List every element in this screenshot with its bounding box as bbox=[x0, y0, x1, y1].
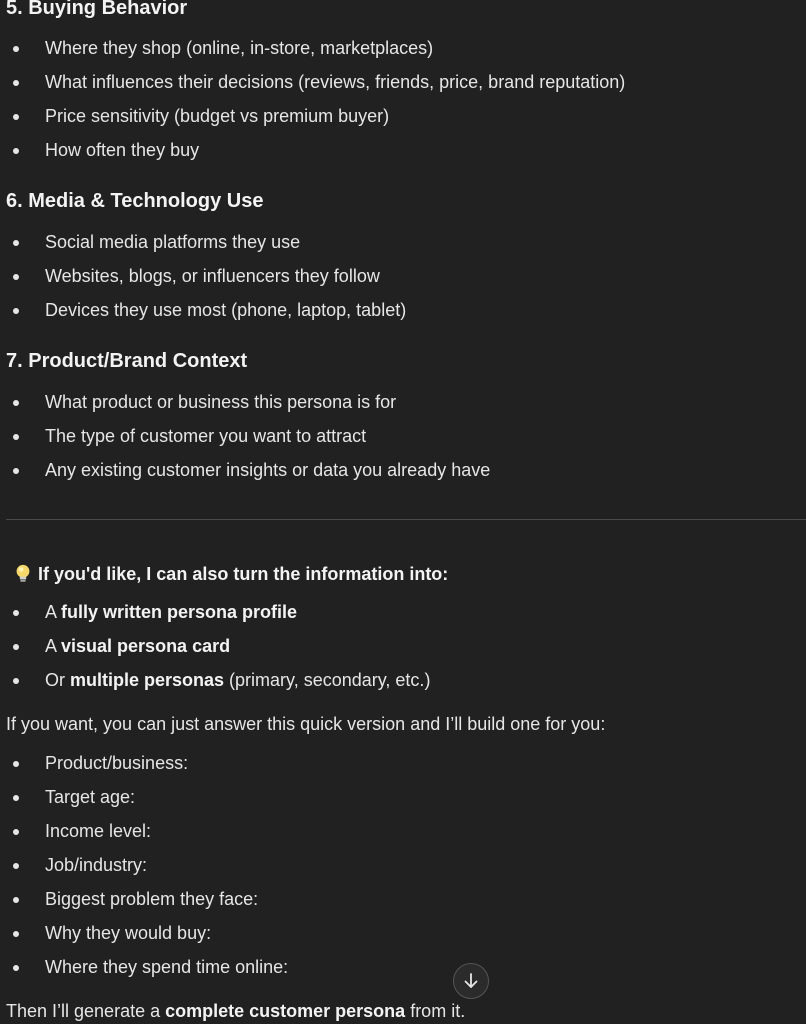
bullet bbox=[13, 761, 19, 767]
lightbulb-icon bbox=[12, 563, 34, 585]
bullet bbox=[13, 610, 19, 616]
bullet bbox=[13, 80, 19, 86]
arrow-down-icon bbox=[462, 972, 480, 990]
bullet bbox=[13, 46, 19, 52]
bullet bbox=[13, 829, 19, 835]
section-heading-media-technology: 6. Media & Technology Use bbox=[6, 190, 264, 212]
bullet bbox=[13, 863, 19, 869]
bullet bbox=[13, 308, 19, 314]
scroll-to-bottom-button[interactable] bbox=[453, 963, 489, 999]
bullet bbox=[13, 897, 19, 903]
quick-intro: If you want, you can just answer this quick version and I’ll build one for you: bbox=[6, 714, 606, 734]
bullet bbox=[13, 644, 19, 650]
divider bbox=[6, 519, 806, 520]
bullet bbox=[13, 240, 19, 246]
section-heading-product-brand: 7. Product/Brand Context bbox=[6, 350, 248, 372]
bullet bbox=[13, 148, 19, 154]
bullet bbox=[13, 931, 19, 937]
bullet bbox=[13, 468, 19, 474]
closing-text: Then I’ll generate a complete customer persona from it. bbox=[6, 1001, 466, 1021]
bullet bbox=[13, 795, 19, 801]
bullet bbox=[13, 114, 19, 120]
bullet bbox=[13, 400, 19, 406]
bullet bbox=[13, 965, 19, 971]
bullet bbox=[13, 274, 19, 280]
bullet bbox=[13, 434, 19, 440]
bullet bbox=[13, 678, 19, 684]
section-heading-buying-behavior: 5. Buying Behavior bbox=[6, 0, 188, 19]
